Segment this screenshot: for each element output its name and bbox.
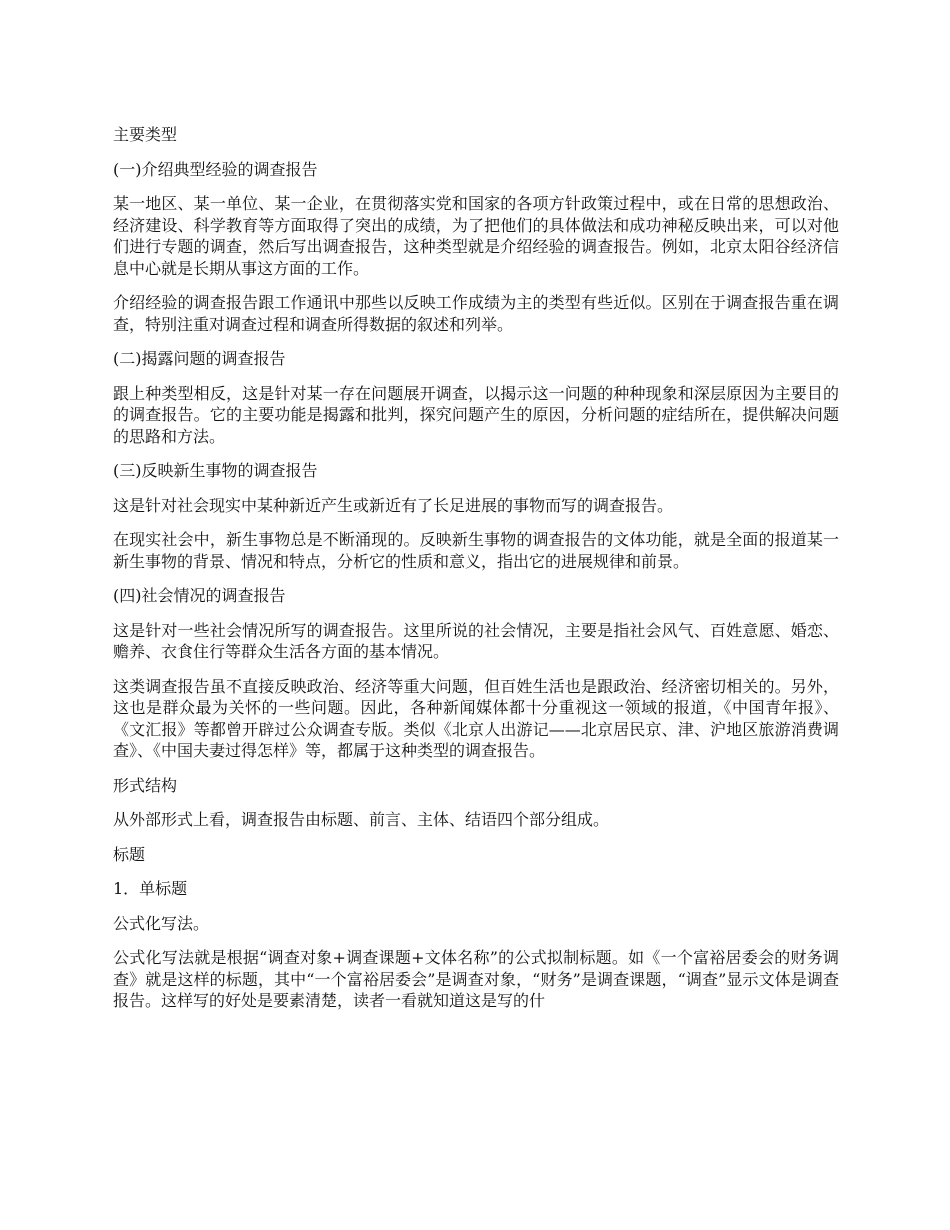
subheading-problem-report: (二)揭露问题的调查报告 (113, 349, 286, 368)
section-heading-main-types: 主要类型 (113, 125, 178, 144)
paragraph-formulaic-method: 公式化写法。 (113, 913, 210, 933)
section-heading-title: 标题 (113, 844, 146, 864)
subheading-single-title: 1．单标题 (113, 879, 188, 898)
paragraph-problem-description: 跟上种类型相反，这是针对某一存在问题展开调查，以揭示这一问题的种种现象和深层原因为主要目的的调查报告。它的主要功能是揭露和批判，探究问题产生的原因，分析问题的症结所在，提供解决问题的思路和方法。 (113, 383, 839, 446)
paragraph-new-things-function: 在现实社会中，新生事物总是不断涌现的。反映新生事物的调查报告的文体功能，就是全面的报道某一新生事物的背景、情况和特点，分析它的性质和意义，指出它的进展规律和前景。 (113, 530, 839, 571)
paragraph-social-definition: 这是针对一些社会情况所写的调查报告。这里所说的社会情况，主要是指社会风气、百姓意愿、婚恋、赡养、衣食住行等群众生活各方面的基本情况。 (113, 620, 839, 661)
paragraph-new-things-definition: 这是针对社会现实中某种新近产生或新近有了长足进展的事物而写的调查报告。 (113, 495, 674, 515)
section-heading-structure: 形式结构 (113, 775, 178, 795)
subheading-new-things-report: (三)反映新生事物的调查报告 (113, 461, 318, 480)
subheading-experience-report: (一)介绍典型经验的调查报告 (113, 159, 318, 179)
document-page (113, 124, 839, 1025)
paragraph-structure-parts: 从外部形式上看，调查报告由标题、前言、主体、结语四个部分组成。 (113, 810, 610, 829)
paragraph-experience-comparison: 介绍经验的调查报告跟工作通讯中那些以反映工作成绩为主的类型有些近似。区别在于调查报告重在调查，特别注重对调查过程和调查所得数据的叙述和列举。 (113, 293, 839, 334)
paragraph-experience-description: 某一地区、某一单位、某一企业，在贯彻落实党和国家的各项方针政策过程中，或在日常的思想政治、经济建设、科学教育等方面取得了突出的成绩，为了把他们的具体做法和成功神秘反映出来，可以对他们进行专题的调查，然后写出调查报告，这种类型就是介绍经验的调查报告。例如，北京太阳谷经济信息中心就是长期从事这方面的工作。 (113, 194, 839, 278)
paragraph-formulaic-description: 公式化写法就是根据“调查对象+调查课题+文体名称”的公式拟制标题。如《一个富裕居委会的财务调查》就是这样的标题，其中“一个富裕居委会”是调查对象，“财务”是调查课题，“调查”显示文体是调查报告。这样写的好处是要素清楚，读者一看就知道这是写的什 (113, 948, 839, 1010)
paragraph-social-examples: 这类调查报告虽不直接反映政治、经济等重大问题，但百姓生活也是跟政治、经济密切相关的。另外，这也是群众最为关怀的一些问题。因此，各种新闻媒体都十分重视这一领域的报道，《中国青年报》、《文汇报》等都曾开辟过公众调查专版。类似《北京人出游记——北京居民京、津、沪地区旅游消费调查》、《中国夫妻过得怎样》等，都属于这种类型的调查报告。 (113, 676, 839, 760)
subheading-social-report: (四)社会情况的调查报告 (113, 586, 286, 605)
